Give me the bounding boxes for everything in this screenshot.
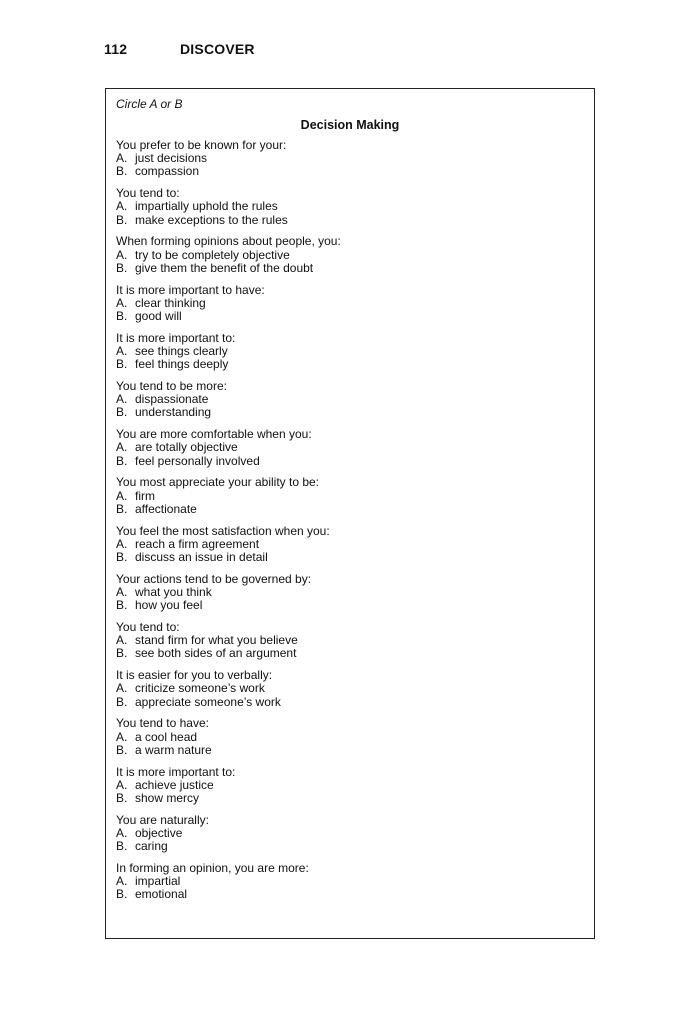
question-item (116, 862, 584, 902)
question-list (116, 139, 584, 902)
option-letter: A. (116, 633, 128, 648)
option-b[interactable] (116, 455, 584, 468)
option-text: how you feel (135, 598, 203, 613)
option-letter: B. (116, 164, 128, 179)
option-letter: A. (116, 777, 128, 792)
option-b[interactable] (116, 214, 584, 227)
option-text: caring (135, 839, 168, 854)
option-text: understanding (135, 405, 212, 420)
option-letter: B. (116, 839, 128, 854)
option-text: see both sides of an argument (135, 646, 297, 661)
option-b[interactable] (116, 840, 584, 853)
option-text: appreciate someone’s work (135, 694, 281, 709)
question-prompt: You feel the most satisfaction when you: (116, 523, 330, 538)
option-text: compassion (135, 164, 200, 179)
option-letter: A. (116, 826, 128, 841)
questionnaire-box (105, 88, 595, 939)
option-text: emotional (135, 887, 188, 902)
option-text: dispassionate (135, 392, 209, 407)
option-b[interactable] (116, 358, 584, 371)
question-item (116, 332, 584, 372)
option-b[interactable] (116, 647, 584, 660)
option-letter: A. (116, 344, 128, 359)
option-text: feel personally involved (135, 453, 260, 468)
question-item (116, 717, 584, 757)
option-letter: A. (116, 681, 128, 696)
option-text: feel things deeply (135, 357, 229, 372)
option-b[interactable] (116, 406, 584, 419)
option-b[interactable] (116, 551, 584, 564)
option-b[interactable] (116, 792, 584, 805)
section-title: DISCOVER (180, 41, 255, 57)
option-letter: A. (116, 874, 128, 889)
question-item (116, 621, 584, 661)
option-text: stand firm for what you believe (135, 633, 298, 648)
question-prompt: It is more important to have: (116, 282, 265, 297)
questionnaire-title: Decision Making (300, 118, 400, 132)
option-letter: A. (116, 440, 128, 455)
question-item (116, 380, 584, 420)
option-b[interactable] (116, 503, 584, 516)
option-letter: B. (116, 357, 128, 372)
question-item (116, 235, 584, 275)
option-letter: B. (116, 694, 128, 709)
option-text: try to be completely objective (135, 247, 290, 262)
question-prompt: It is more important to: (116, 330, 236, 345)
option-text: good will (135, 309, 182, 324)
option-text: impartial (135, 874, 181, 889)
option-text: give them the benefit of the doubt (135, 260, 314, 275)
option-text: impartially uphold the rules (135, 199, 278, 214)
question-item (116, 428, 584, 468)
question-prompt: You tend to have: (116, 716, 209, 731)
option-b[interactable] (116, 888, 584, 901)
question-prompt: You are more comfortable when you: (116, 427, 312, 442)
option-text: reach a firm agreement (135, 536, 260, 551)
option-letter: B. (116, 453, 128, 468)
option-text: a cool head (135, 729, 198, 744)
question-prompt: When forming opinions about people, you: (116, 234, 341, 249)
option-text: what you think (135, 585, 212, 600)
question-prompt: You tend to: (116, 186, 180, 201)
question-prompt: You most appreciate your ability to be: (116, 475, 320, 490)
question-prompt: In forming an opinion, you are more: (116, 861, 309, 876)
question-item (116, 476, 584, 516)
question-item (116, 669, 584, 709)
option-text: are totally objective (135, 440, 238, 455)
option-text: objective (135, 826, 183, 841)
option-letter: A. (116, 199, 128, 214)
option-letter: A. (116, 295, 128, 310)
option-letter: B. (116, 309, 128, 324)
option-letter: A. (116, 729, 128, 744)
option-text: just decisions (135, 151, 208, 166)
option-text: affectionate (135, 501, 197, 516)
option-text: firm (135, 488, 155, 503)
page-number: 112 (104, 41, 128, 57)
option-text: clear thinking (135, 295, 206, 310)
question-prompt: You are naturally: (116, 812, 209, 827)
option-text: see things clearly (135, 344, 228, 359)
option-letter: B. (116, 742, 128, 757)
question-item (116, 814, 584, 854)
question-prompt: It is easier for you to verbally: (116, 668, 273, 683)
option-text: achieve justice (135, 777, 214, 792)
option-text: criticize someone’s work (135, 681, 265, 696)
question-prompt: Your actions tend to be governed by: (116, 571, 312, 586)
question-item (116, 139, 584, 179)
option-letter: A. (116, 585, 128, 600)
option-letter: A. (116, 247, 128, 262)
question-prompt: You tend to be more: (116, 379, 227, 394)
option-a[interactable] (116, 297, 584, 310)
option-letter: B. (116, 501, 128, 516)
question-prompt: You tend to: (116, 620, 180, 635)
question-item (116, 525, 584, 565)
option-b[interactable] (116, 310, 584, 323)
option-letter: A. (116, 151, 128, 166)
question-item (116, 766, 584, 806)
option-letter: B. (116, 550, 128, 565)
option-text: show mercy (135, 791, 200, 806)
question-prompt: You prefer to be known for your: (116, 138, 287, 152)
option-text: discuss an issue in detail (135, 550, 268, 565)
option-b[interactable] (116, 744, 584, 757)
option-letter: B. (116, 260, 128, 275)
option-text: make exceptions to the rules (135, 212, 288, 227)
option-letter: B. (116, 791, 128, 806)
option-letter: A. (116, 392, 128, 407)
option-letter: A. (116, 488, 128, 503)
option-letter: B. (116, 887, 128, 902)
question-item (116, 284, 584, 324)
option-b[interactable] (116, 262, 584, 275)
option-b[interactable] (116, 599, 584, 612)
instruction: Circle A or B (116, 97, 183, 111)
running-head (104, 40, 255, 58)
option-b[interactable] (116, 165, 584, 178)
option-text: a warm nature (135, 742, 212, 757)
option-letter: A. (116, 536, 128, 551)
option-b[interactable] (116, 696, 584, 709)
option-a[interactable] (116, 827, 584, 840)
question-item (116, 573, 584, 613)
option-letter: B. (116, 405, 128, 420)
question-prompt: It is more important to: (116, 764, 236, 779)
option-letter: B. (116, 212, 128, 227)
option-letter: B. (116, 598, 128, 613)
question-item (116, 187, 584, 227)
option-letter: B. (116, 646, 128, 661)
